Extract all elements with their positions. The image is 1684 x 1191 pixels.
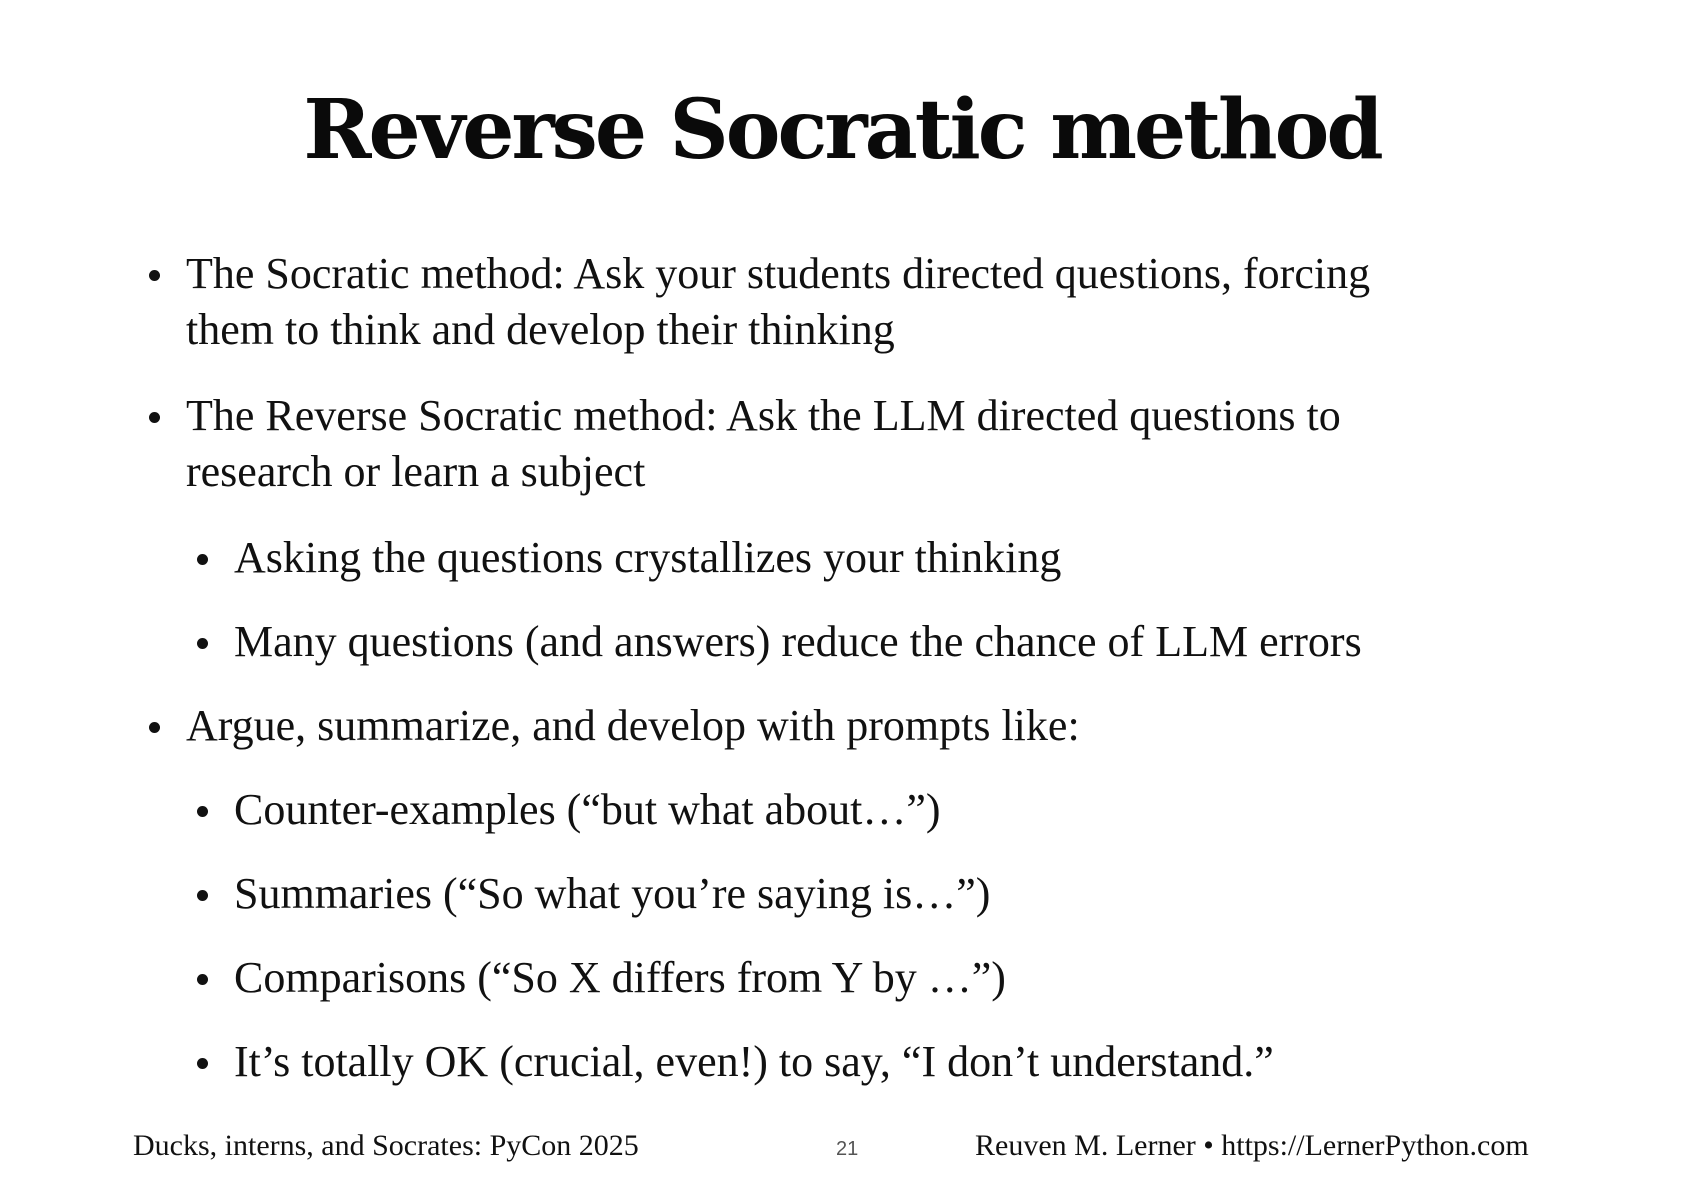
bullet-dot-icon — [149, 412, 160, 423]
slide-title: Reverse Socratic method — [303, 82, 1381, 178]
sub-bullet-item — [234, 782, 941, 838]
bullet-item-reverse-socratic — [186, 388, 1341, 500]
bullet-dot-icon — [197, 974, 208, 985]
bullet-dot-icon — [197, 806, 208, 817]
footer-talk-title: Ducks, interns, and Socrates: PyCon 2025 — [133, 1129, 639, 1162]
sub-bullet-item — [234, 950, 1006, 1006]
sub-bullet-text: Counter-examples (“but what about…”) — [234, 785, 941, 834]
sub-bullet-item — [234, 530, 1061, 586]
bullet-item-socratic — [186, 246, 1370, 358]
bullet-dot-icon — [149, 270, 160, 281]
bullet-dot-icon — [197, 638, 208, 649]
footer-page-number: 21 — [836, 1138, 859, 1160]
bullet-text-line: The Reverse Socratic method: Ask the LLM directed questions to — [186, 391, 1341, 440]
bullet-dot-icon — [197, 554, 208, 565]
sub-bullet-text: Many questions (and answers) reduce the chance of LLM errors — [234, 617, 1362, 666]
sub-bullet-item — [234, 1034, 1274, 1090]
sub-bullet-item — [234, 614, 1362, 670]
bullet-text-line: The Socratic method: Ask your students directed questions, forcing — [186, 249, 1371, 298]
bullet-dot-icon — [149, 722, 160, 733]
bullet-text-line: research or learn a subject — [186, 447, 646, 496]
sub-bullet-text: Summaries (“So what you’re saying is…”) — [234, 869, 991, 918]
bullet-dot-icon — [197, 890, 208, 901]
bullet-text-line: Argue, summarize, and develop with prompts like: — [186, 701, 1080, 750]
footer-author: Reuven M. Lerner • https://LernerPython.com — [975, 1129, 1529, 1162]
bullet-item-argue — [186, 698, 1080, 754]
sub-bullet-text: It’s totally OK (crucial, even!) to say, “I don’t understand.” — [234, 1037, 1274, 1086]
sub-bullet-text: Comparisons (“So X differs from Y by …”) — [234, 953, 1006, 1002]
sub-bullet-item — [234, 866, 990, 922]
bullet-dot-icon — [197, 1058, 208, 1069]
sub-bullet-text: Asking the questions crystallizes your thinking — [234, 533, 1062, 582]
bullet-text-line: them to think and develop their thinking — [186, 305, 895, 354]
